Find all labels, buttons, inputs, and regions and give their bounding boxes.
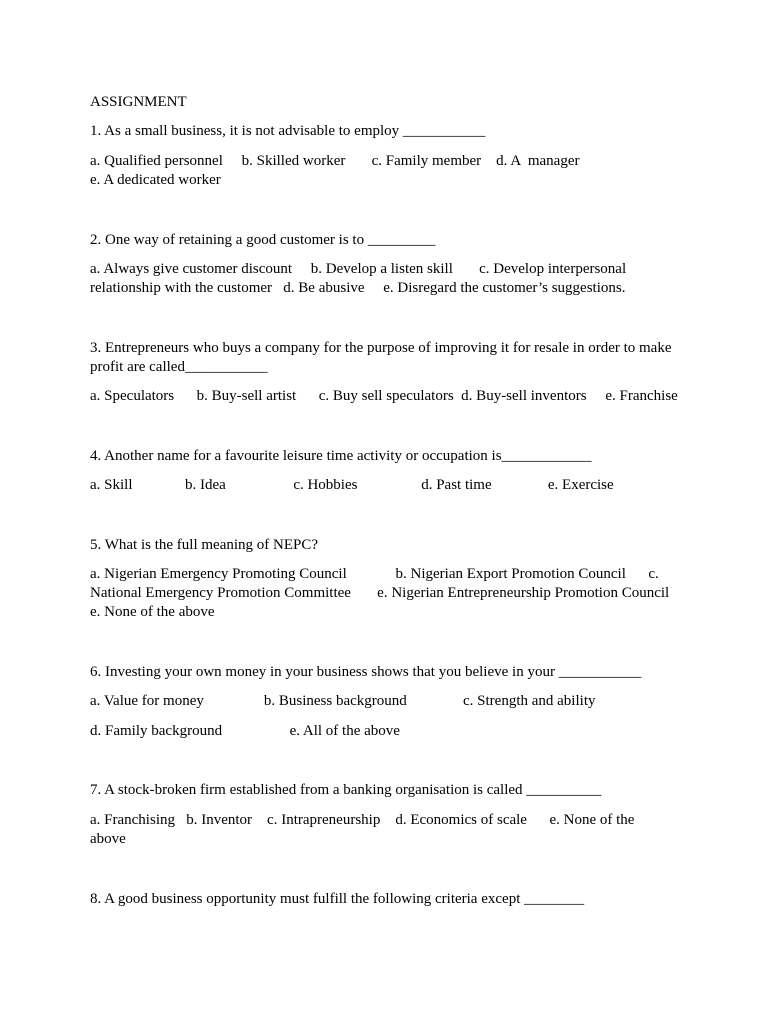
question-3-cont: profit are called___________ xyxy=(90,359,268,375)
question-2: 2. One way of retaining a good customer is to _________ xyxy=(90,232,436,248)
question-1: 1. As a small business, it is not advisable to employ ___________ xyxy=(90,123,486,139)
question-7-options: a. Franchising b. Inventor c. Intrapreneurship d. Economics of scale e. None of the xyxy=(90,812,635,828)
question-5-options-last: e. None of the above xyxy=(90,604,215,620)
question-5-options-cont: National Emergency Promotion Committee e. Nigerian Entrepreneurship Promotion Council xyxy=(90,585,670,601)
question-7-options-cont: above xyxy=(90,831,126,847)
question-6-options: a. Value for money b. Business background c. Strength and ability xyxy=(90,693,596,709)
question-3: 3. Entrepreneurs who buys a company for the purpose of improving it for resale in order to make xyxy=(90,340,672,356)
question-5-options: a. Nigerian Emergency Promoting Council b. Nigerian Export Promotion Council c. xyxy=(90,566,659,582)
question-5: 5. What is the full meaning of NEPC? xyxy=(90,537,319,553)
question-6-options-cont: d. Family background e. All of the above xyxy=(90,723,400,739)
question-6: 6. Investing your own money in your business shows that you believe in your ___________ xyxy=(90,664,642,680)
question-7: 7. A stock-broken firm established from a banking organisation is called __________ xyxy=(90,782,602,798)
question-1-options-cont: e. A dedicated worker xyxy=(90,172,221,188)
question-2-options: a. Always give customer discount b. Develop a listen skill c. Develop interpersonal xyxy=(90,261,627,277)
question-3-options: a. Speculators b. Buy-sell artist c. Buy sell speculators d. Buy-sell inventors e. Franchise xyxy=(90,388,678,404)
question-4: 4. Another name for a favourite leisure time activity or occupation is____________ xyxy=(90,448,592,464)
question-8: 8. A good business opportunity must fulfill the following criteria except ________ xyxy=(90,891,585,907)
question-4-options: a. Skill b. Idea c. Hobbies d. Past time e. Exercise xyxy=(90,477,614,493)
question-1-options: a. Qualified personnel b. Skilled worker c. Family member d. A manager xyxy=(90,153,580,169)
question-2-options-cont: relationship with the customer d. Be abusive e. Disregard the customer’s suggestions. xyxy=(90,280,626,296)
page-title: ASSIGNMENT xyxy=(90,94,187,110)
